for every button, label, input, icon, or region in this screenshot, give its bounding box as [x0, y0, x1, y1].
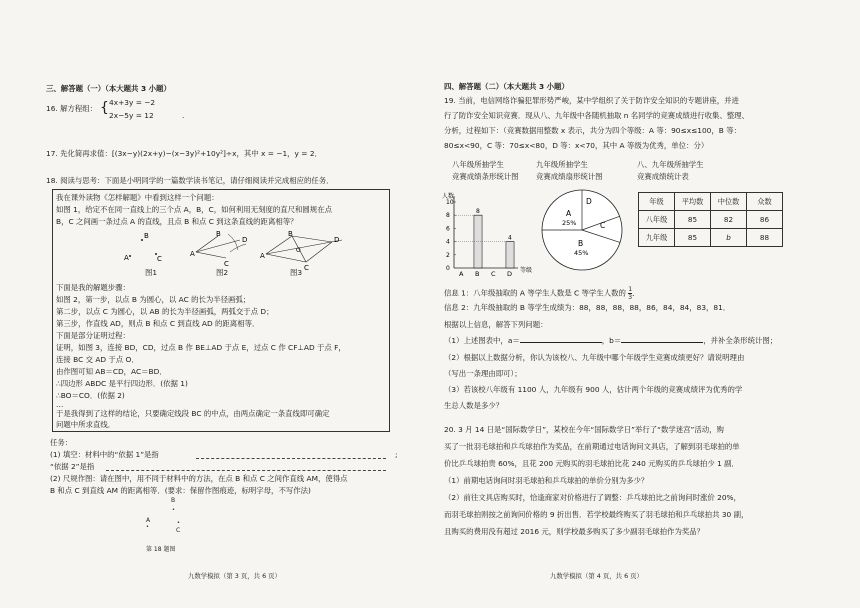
q19-line: 80≤x<90，C 等：70≤x<80，D 等：x<70，其中 A 等级为优秀，单位：分）	[444, 141, 709, 150]
task1b: “依据 2”是指	[50, 462, 95, 471]
q16-label: 16. 解方程组：	[46, 104, 98, 113]
q16-eq1: 4x+3y = −2	[109, 98, 156, 107]
table-header-row	[639, 193, 783, 211]
fraction-numerator: 1	[628, 286, 633, 293]
table-cell: 82	[711, 211, 747, 229]
method-line: ∴BO＝CO．(依据 2)	[56, 391, 125, 400]
q19-prompt: 根据以上信息，解答下列问题：	[444, 320, 548, 329]
task1: (1) 填空：材料中的“依据 1”是指	[50, 450, 159, 459]
q18-intro: 18. 阅读与思考：下面是小明同学的一篇数学读书笔记，请仔细阅读并完成相应的任务．	[46, 176, 334, 185]
method-line: …	[56, 400, 64, 409]
q20-line: 价比乒乓球拍贵 60%，且花 200 元购买的羽毛球拍比花 240 元购买的乒乓球拍少 1 副．	[444, 459, 739, 468]
figure-label: 图1	[145, 268, 158, 277]
table-header-cell: 平均数	[675, 193, 711, 211]
section-title: 四、解答题（二）（本大题共 3 小题）	[444, 82, 569, 91]
bar-data-label: 8	[476, 208, 480, 216]
figure-caption: 第 18 题图	[146, 546, 176, 553]
task-title: 任务：	[50, 438, 73, 447]
point-b: •	[172, 507, 175, 513]
q20-line: 且购买的费用没有超过 2016 元，则学校最多购买了多少副羽毛球拍作为奖品？	[444, 527, 705, 536]
q16-dot: .	[182, 111, 185, 120]
pie-chart	[534, 186, 630, 274]
svg-text:B: B	[216, 230, 221, 238]
table-cell: b	[711, 229, 747, 247]
method-line: ∴四边形 ABDC 是平行四边形．(依据 1)	[56, 379, 188, 388]
chart-title: 八、九年级所抽学生	[637, 160, 704, 169]
info1: 信息 1：八年级抽取的 A 等学生人数是 C 等学生人数的 $\frac{1}{3}$ ．	[444, 286, 640, 301]
y-tick-label: 2	[446, 251, 450, 259]
method-line: 下面是我的解题步骤：	[56, 283, 130, 292]
q20-line: （1）前期电话询问时羽毛球拍和乒乓球拍的单价分别为多少？	[444, 476, 649, 485]
table-cell: 88	[747, 229, 783, 247]
q17-text: 17. 先化简再求值：[(3x−y)(2x+y)−(x−3y)²+10y²]÷x，其中 x = −1，y = 2．	[46, 149, 322, 158]
left-page: 三、解答题（一）（本大题共 3 小题） 16. 解方程组： { 4x+3y = −2 2x−5y = 12 . 17. 先化简再求值：[(3x−y)(2x+y)−(x−3y)²+10y²]÷x，其中 x = −1，y = 2． 18. 阅读与思考：下面是小明同学的一篇数学读书笔记，请仔细阅读并完成相应的任务． 我在课外读物《怎样解题》中看到这样一个问题： 如图 1，给定不在同一直线上的三个点 A，B，C，如何利用无刻度的直尺和圆规在点 B，C 之间画一条过点 A 的直线，且点 B 和点 C 到这条直线的距离相等？ B A C A B C D A B C D O 图1 图2 图3 下面是我的解题步骤： 如图 2，第一步，以点 B 为圆心，以 AC 的长为半径画弧； 第二步，以点 C 为圆心，以 AB 的长为半径画弧，两弧交于点 D； 第三步，作直线 AD，则点 B 和点 C 到直线 AD 的距离相等． 下面是部分证明过程： 证明，如图 3，连接 BD，CD，过点 B 作 BE⊥AD 于点 E，过点 C 作 CF⊥AD 于点 F， 连接 BC 交 AD 于点 O． 由作图可知 AB＝CD，AC＝BD． ∴四边形 ABDC 是平行四边形．(依据 1) ∴BO＝CO．(依据 2) … 于是我得到了这样的结论，只要确定线段 BC 的中点，由两点确定一条直线即可确定 问题中所求直线． 任务： (1) 填空：材料中的“依据 1”是指 ; “依据 2”是指 (2) 尺规作图：请在图中，用不同于材料中的方法，在点 B 和点 C 之间作直线 AM，使得点 B 和点 C 到直线 AM 的距离相等．(要求：保留作图痕迹，标明字母，不写作法) B • A • C • 第 18 题图 九数学模拟（第 3 页，共 6 页）	[0, 0, 430, 608]
q19-line: 分析，过程如下：（竞赛数据用整数 x 表示，共分为四个等级：A 等：90≤x≤100，B 等：	[444, 126, 741, 135]
method-line: 下面是部分证明过程：	[56, 331, 130, 340]
table-cell: 86	[747, 211, 783, 229]
box-line: 我在课外读物《怎样解题》中看到这样一个问题：	[56, 193, 219, 202]
page-footer: 九数学模拟（第 3 页，共 6 页）	[188, 572, 281, 580]
svg-text:O: O	[296, 247, 301, 254]
pie-slice-label: C	[600, 221, 606, 230]
point-c: •	[177, 520, 180, 526]
svg-text:D: D	[334, 236, 340, 244]
right-page	[430, 0, 860, 608]
q19-sub2b: （写出一条理由即可）；	[444, 369, 522, 378]
method-line: 由作图可知 AB＝CD，AC＝BD．	[56, 367, 167, 376]
fraction-denominator: 3	[628, 294, 633, 301]
method-line: 证明，如图 3，连接 BD，CD，过点 B 作 BE⊥AD 于点 E，过点 C 作 CF⊥AD 于点 F，	[56, 343, 346, 352]
table-header-cell: 中位数	[711, 193, 747, 211]
figure-3	[260, 230, 342, 272]
svg-text:A: A	[260, 252, 265, 260]
figure-2	[190, 230, 247, 268]
box-line: B，C 之间画一条过点 A 的直线，且点 B 和点 C 到这条直线的距离相等？	[56, 217, 298, 226]
pie-slice-label: A	[566, 209, 572, 218]
figure-label: 图2	[216, 268, 229, 277]
page-footer: 九数学模拟（第 4 页，共 6 页）	[550, 572, 643, 580]
blank-b[interactable]	[621, 342, 703, 343]
answer-line	[196, 458, 386, 459]
x-tick-label: C	[491, 270, 496, 278]
svg-text:A: A	[124, 254, 129, 262]
method-line: 如图 2，第一步，以点 B 为圆心，以 AC 的长为半径画弧；	[56, 295, 251, 304]
chart-subtitle: 竞赛成绩条形统计图	[452, 172, 519, 181]
box-line: 如图 1，给定不在同一直线上的三个点 A，B，C，如何利用无刻度的直尺和圆规在点	[56, 205, 332, 214]
table-cell: 85	[675, 211, 711, 229]
table-header-cell: 年级	[639, 193, 675, 211]
table-row	[639, 229, 783, 247]
section-title: 三、解答题（一）（本大题共 3 小题）	[46, 84, 171, 93]
method-line: 第三步，作直线 AD，则点 B 和点 C 到直线 AD 的距离相等．	[56, 319, 260, 328]
bar-chart	[436, 190, 544, 278]
table-cell: 八年级	[639, 211, 675, 229]
q19-sub3a: （3）若该校八年级有 1100 人，九年级有 900 人，估计两个年级的竞赛成绩评为优秀的学	[444, 385, 743, 394]
q16-eq2: 2x−5y = 12	[109, 111, 154, 120]
pie-data-label: 45%	[574, 249, 589, 257]
q19-sub1: （1）上述图表中，a＝ ，b＝ ，并补全条形统计图；	[444, 336, 778, 345]
y-tick-label: 8	[446, 212, 450, 220]
q20-line: 买了一批羽毛球拍和乒乓球拍作为奖品，在前期通过电话询问文具店，了解到羽毛球拍的单	[444, 442, 740, 451]
y-tick-label: 10	[446, 199, 454, 206]
chart-subtitle: 竞赛成绩统计表	[637, 172, 689, 181]
svg-text:B: B	[288, 230, 293, 238]
bar-data-label: 4	[508, 234, 512, 242]
point-c-label: C	[176, 527, 181, 534]
table-cell: 九年级	[639, 229, 675, 247]
svg-text:C: C	[157, 255, 162, 263]
blank-a[interactable]	[520, 342, 602, 343]
answer-line	[106, 470, 386, 471]
task2b: B 和点 C 到直线 AM 的距离相等．(要求：保留作图痕迹，标明字母，不写作法)	[50, 486, 311, 495]
q20-line: 20. 3 月 14 日是“国际数学日”，某校在今年“国际数学日”举行了“数学迷宫”活动，购	[444, 425, 724, 434]
brace: {	[100, 100, 109, 116]
svg-text:A: A	[190, 250, 195, 258]
q19-line: 19. 当前，电信网络诈骗犯罪形势严峻，某中学组织了关于防诈安全知识的专题讲座，并进	[444, 96, 739, 105]
x-tick-label: A	[459, 270, 464, 278]
q20-line: （2）前往文具店购买时，恰逢商家对价格进行了调整：乒乓球拍比之前询问时涨价 20%，	[444, 493, 741, 502]
table-cell: 85	[675, 229, 711, 247]
y-tick-label: 6	[446, 225, 450, 233]
svg-text:D: D	[242, 236, 248, 244]
y-axis-label: 人数	[442, 193, 455, 200]
q19-line: 行了防诈安全知识竞赛．现从八、九年级中各随机抽取 n 名同学的竞赛成绩进行收集、整理、	[444, 111, 750, 120]
pie-slice-label: B	[578, 239, 584, 248]
info2: 信息 2：九年级抽取的 B 等学生成绩为：88，88，88，88，86，84，84，83，81．	[444, 303, 731, 312]
point-a-label: A	[146, 517, 151, 524]
table-row	[639, 211, 783, 229]
method-line: 第二步，以点 C 为圆心，以 AB 的长为半径画弧，两弧交于点 D；	[56, 307, 274, 316]
point-b-label: B	[171, 497, 176, 504]
point-a: •	[146, 524, 149, 530]
figure-1	[124, 232, 162, 263]
task2a: (2) 尺规作图：请在图中，用不同于材料中的方法，在点 B 和点 C 之间作直线 AM，使得点	[50, 474, 348, 483]
chart-title: 九年级所抽学生	[536, 160, 588, 169]
construction-figures	[120, 230, 350, 272]
chart-title: 八年级所抽学生	[452, 160, 504, 169]
svg-text:C: C	[304, 264, 309, 272]
method-line: 问题中所求直线．	[56, 420, 116, 429]
q19-sub2a: （2）根据以上数据分析，你认为该校八、九年级中哪个年级学生竞赛成绩更好？请说明理由	[444, 353, 745, 362]
method-line: 连接 BC 交 AD 于点 O．	[56, 355, 139, 364]
figure-label: 图3	[290, 268, 303, 277]
q20-line: 而羽毛球拍则按之前询问价格的 9 折出售．若学校最终购买了羽毛球拍和乒乓球拍共 30 副，	[444, 510, 749, 519]
pie-slice-label: D	[586, 197, 592, 206]
x-axis-label: 等级	[520, 267, 533, 274]
stats-table	[638, 192, 783, 247]
svg-text:B: B	[144, 232, 149, 240]
pie-data-label: 25%	[562, 219, 577, 227]
chart-subtitle: 竞赛成绩扇形统计图	[536, 172, 603, 181]
table-header-cell: 众数	[747, 193, 783, 211]
svg-text:C: C	[224, 260, 229, 268]
method-line: 于是我得到了这样的结论，只要确定线段 BC 的中点，由两点确定一条直线即可确定	[56, 409, 330, 418]
q19-sub3b: 生总人数是多少？	[444, 401, 504, 410]
x-tick-label: D	[507, 270, 513, 278]
y-tick-label: 0	[446, 265, 450, 272]
x-tick-label: B	[475, 270, 480, 278]
y-tick-label: 4	[446, 238, 450, 246]
